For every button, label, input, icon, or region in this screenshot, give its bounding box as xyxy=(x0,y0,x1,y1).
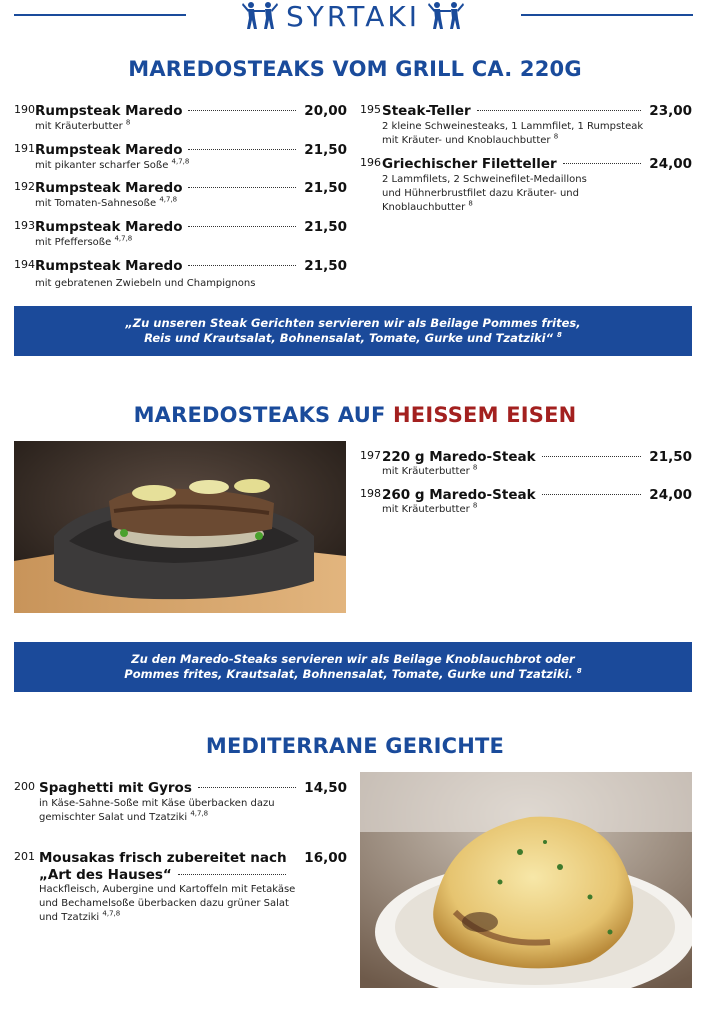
item-description: mit Kräuterbutter $^8$ xyxy=(35,118,131,132)
menu-item xyxy=(14,780,347,828)
menu-item xyxy=(14,103,347,133)
menu-item xyxy=(14,142,347,172)
menu-item xyxy=(360,156,692,216)
item-price: 21,50 xyxy=(649,449,692,465)
logo-text: SYRTAKI xyxy=(286,0,420,33)
menu-item xyxy=(14,258,347,292)
item-description: mit Kräuterbutter $^8$ xyxy=(382,501,478,515)
item-price: 21,50 xyxy=(304,142,347,158)
section-title-grill: MAREDOSTEAKS VOM GRILL CA. 220G xyxy=(128,57,582,81)
dot-leader xyxy=(477,109,642,111)
item-number: 197 xyxy=(360,449,381,462)
item-number: 190 xyxy=(14,103,35,116)
item-name: Rumpsteak Maredo xyxy=(35,219,183,235)
item-name: Mousakas frisch zubereitet nach xyxy=(39,850,287,866)
item-name: Griechischer Filetteller xyxy=(382,156,557,172)
item-description: in Käse-Sahne-Soße mit Käse überbacken dazu gemischter Salat und Tzatziki $^{4,7,8}$ xyxy=(39,798,275,823)
menu-item xyxy=(360,487,692,517)
item-price: 24,00 xyxy=(649,156,692,172)
item-price: 14,50 xyxy=(304,780,347,796)
item-name-continued: „Art des Hauses“ xyxy=(39,867,172,883)
syrtaki-logo xyxy=(222,0,484,32)
menu-item xyxy=(14,219,347,249)
item-name: Rumpsteak Maredo xyxy=(35,103,183,119)
menu-item xyxy=(14,850,347,930)
dot-leader xyxy=(188,186,296,188)
item-number: 194 xyxy=(14,258,35,271)
item-description: mit Kräuterbutter $^8$ xyxy=(382,463,478,477)
dot-leader xyxy=(188,225,296,227)
item-price: 21,50 xyxy=(304,219,347,235)
section-title-mediterranean: MEDITERRANE GERICHTE xyxy=(205,734,505,758)
steak-photo xyxy=(14,441,346,613)
item-number: 193 xyxy=(14,219,35,232)
item-price: 20,00 xyxy=(304,103,347,119)
item-name: 220 g Maredo-Steak xyxy=(382,449,536,465)
item-description: mit gebratenen Zwiebeln und Champignons xyxy=(35,278,256,289)
item-description: 2 Lammfilets, 2 Schweinefilet-Medaillons und Hühnerbrustfilet dazu Kräuter- und Knoblauchbutter $^8$ xyxy=(382,174,587,213)
item-number: 200 xyxy=(14,780,35,793)
dot-leader xyxy=(542,493,642,495)
item-description: mit pikanter scharfer Soße $^{4,7,8}$ xyxy=(35,157,190,171)
item-price: 23,00 xyxy=(649,103,692,119)
item-name: Rumpsteak Maredo xyxy=(35,180,183,196)
item-number: 192 xyxy=(14,180,35,193)
item-price: 21,50 xyxy=(304,180,347,196)
side-dish-banner: Zu den Maredo-Steaks servieren wir als Beilage Knoblauchbrot oder Pommes frites, Krautsalat, Bohnensalat, Tomate, Gurke und Tzatziki. $^8$ xyxy=(14,642,692,692)
item-number: 201 xyxy=(14,850,35,863)
section-title-hot-iron: MAREDOSTEAKS AUF HEISSEM EISEN xyxy=(133,403,577,427)
item-number: 198 xyxy=(360,487,381,500)
mousakas-photo xyxy=(360,772,692,988)
item-name: Spaghetti mit Gyros xyxy=(39,780,192,796)
item-number: 191 xyxy=(14,142,35,155)
item-number: 196 xyxy=(360,156,381,169)
item-price: 21,50 xyxy=(304,258,347,274)
item-description: mit Pfeffersoße $^{4,7,8}$ xyxy=(35,234,133,248)
header-rule-right xyxy=(521,14,693,16)
dot-leader xyxy=(198,786,296,788)
item-price: 24,00 xyxy=(649,487,692,503)
item-name: 260 g Maredo-Steak xyxy=(382,487,536,503)
dancers-icon xyxy=(428,1,464,31)
item-description: 2 kleine Schweinesteaks, 1 Lammfilet, 1 Rumpsteak mit Kräuter- und Knoblauchbutter $^8$ xyxy=(382,121,644,146)
item-description: Hackfleisch, Aubergine und Kartoffeln mit Fetakäse und Bechamelsoße überbacken dazu grüner Salat und Tzatziki $^{4,7,8}$ xyxy=(39,884,296,923)
dot-leader xyxy=(178,873,286,875)
side-dish-banner: „Zu unseren Steak Gerichten servieren wir als Beilage Pommes frites, Reis und Krautsalat, Bohnensalat, Tomate, Gurke und Tzatziki“ $^8$ xyxy=(14,306,692,356)
dot-leader xyxy=(188,148,296,150)
item-number: 195 xyxy=(360,103,381,116)
dot-leader xyxy=(542,455,642,457)
item-description: mit Tomaten-Sahnesoße $^{4,7,8}$ xyxy=(35,195,178,209)
item-name: Rumpsteak Maredo xyxy=(35,258,183,274)
menu-item xyxy=(360,103,692,149)
dot-leader xyxy=(188,109,296,111)
item-price: 16,00 xyxy=(304,850,347,866)
dancers-icon xyxy=(242,1,278,31)
dot-leader xyxy=(563,162,642,164)
item-name: Steak-Teller xyxy=(382,103,471,119)
dot-leader xyxy=(188,264,296,266)
menu-item xyxy=(14,180,347,210)
item-name: Rumpsteak Maredo xyxy=(35,142,183,158)
menu-item xyxy=(360,449,692,479)
header-rule-left xyxy=(14,14,186,16)
